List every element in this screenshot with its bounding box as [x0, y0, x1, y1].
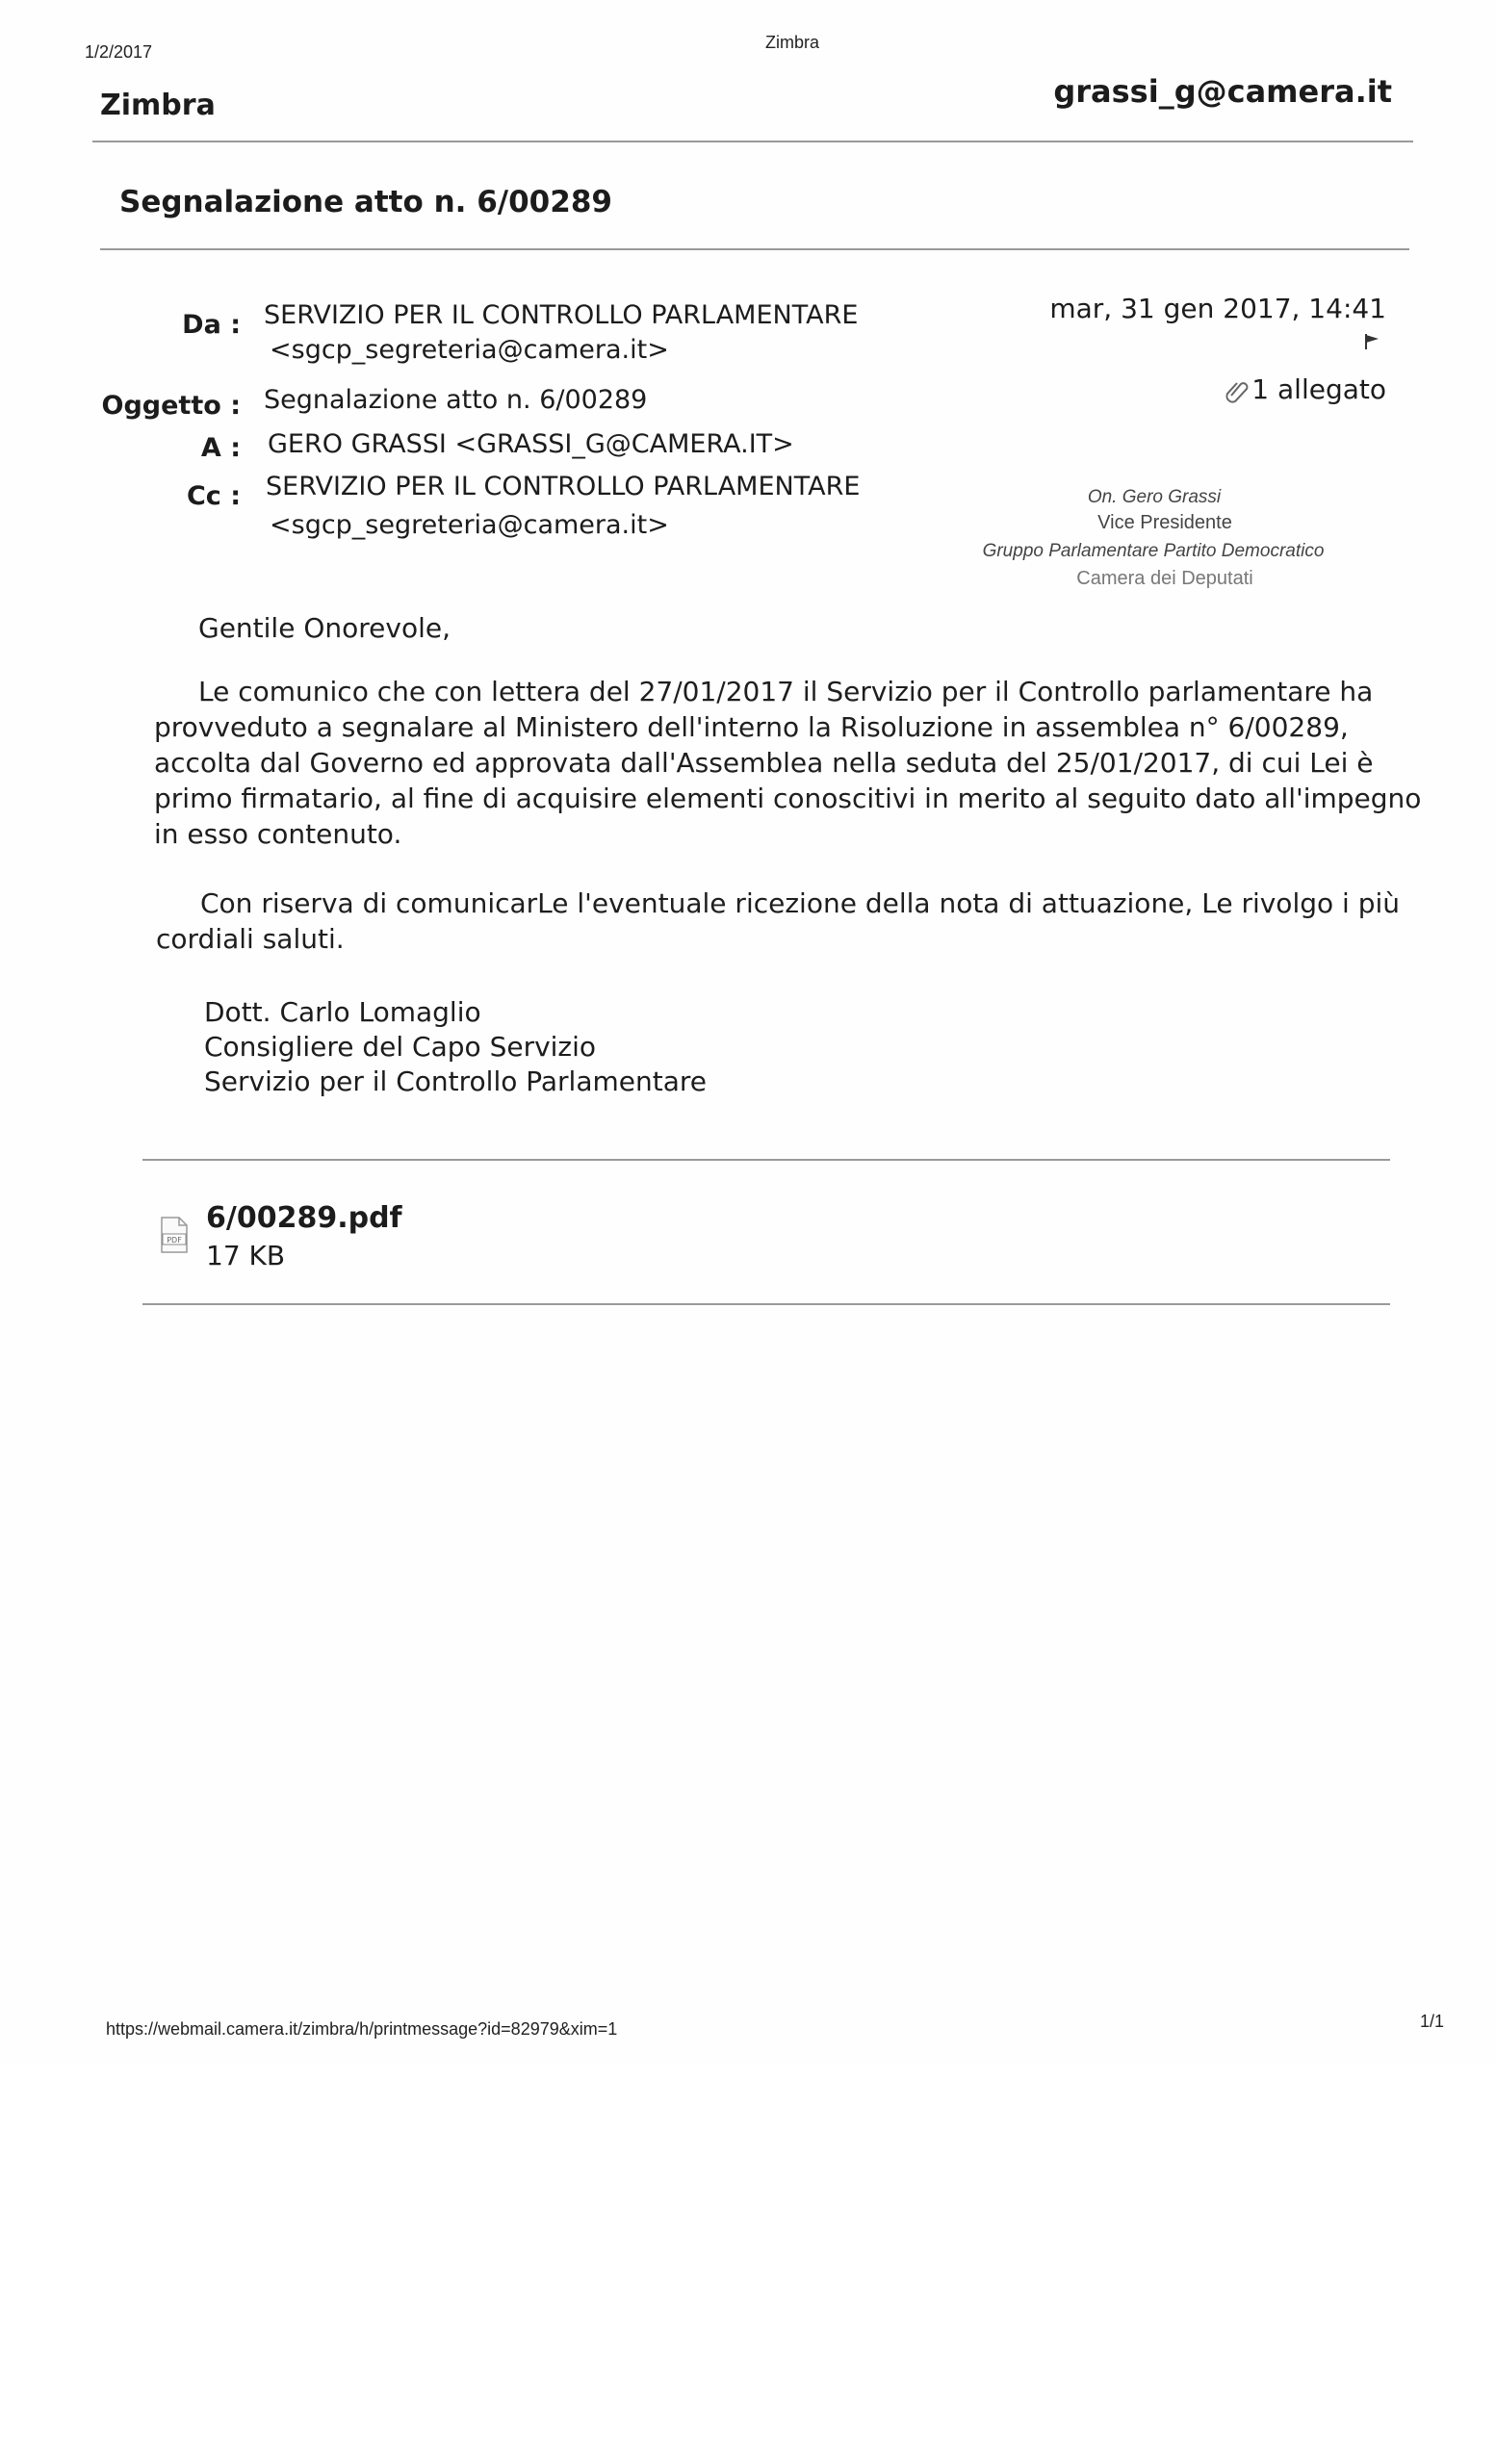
from-email: <sgcp_segreteria@camera.it> [270, 335, 669, 365]
subject-title: Segnalazione atto n. 6/00289 [119, 185, 612, 219]
stamp-group: Gruppo Parlamentare Partito Democratico [982, 541, 1325, 561]
to-value: GERO GRASSI <GRASSI_G@CAMERA.IT> [268, 429, 794, 459]
stamp-name: On. Gero Grassi [1087, 487, 1222, 507]
body-paragraph-2 [156, 886, 1400, 957]
print-title: Zimbra [765, 33, 820, 52]
from-name: SERVIZIO PER IL CONTROLLO PARLAMENTARE [264, 300, 859, 330]
attachment-count-row[interactable] [1223, 373, 1386, 405]
body-line: provveduto a segnalare al Ministero dell'interno la Risoluzione in assemblea n° 6/00289, [154, 711, 1349, 743]
signature-title: Consigliere del Capo Servizio [204, 1031, 597, 1063]
body-line: primo firmatario, al fine di acquisire elementi conoscitivi in merito al seguito dato all'impegno [154, 783, 1422, 814]
greeting: Gentile Onorevole, [198, 612, 451, 644]
attachment-filename[interactable]: 6/00289.pdf [206, 1201, 402, 1235]
subject-label: Oggetto : [101, 391, 241, 421]
cc-name: SERVIZIO PER IL CONTROLLO PARLAMENTARE [266, 472, 861, 501]
body-line: cordiali saluti. [156, 923, 345, 955]
header-divider [92, 141, 1413, 142]
print-date: 1/2/2017 [85, 42, 153, 62]
body-line: Le comunico che con lettera del 27/01/2017 il Servizio per il Controllo parlamentare ha [198, 676, 1374, 707]
flag-icon[interactable] [1363, 333, 1380, 354]
body-line: accolta dal Governo ed approvata dall'Assemblea nella seduta del 25/01/2017, di cui Lei è [154, 747, 1374, 779]
subject-divider [100, 248, 1409, 250]
signature-block [204, 995, 707, 1099]
app-name: Zimbra [100, 89, 216, 122]
print-page-number: 1/1 [1419, 2012, 1444, 2031]
signature-name: Dott. Carlo Lomaglio [204, 996, 481, 1028]
message-date: mar, 31 gen 2017, 14:41 [1049, 293, 1386, 324]
pdf-file-icon[interactable] [160, 1217, 189, 1257]
pdf-icon-label: PDF [167, 1236, 182, 1245]
paperclip-icon [1223, 376, 1251, 405]
stamp-chamber: Camera dei Deputati [1076, 568, 1253, 589]
from-label: Da : [182, 310, 241, 340]
attachment-count: 1 allegato [1251, 373, 1386, 405]
signature-office: Servizio per il Controllo Parlamentare [204, 1065, 708, 1097]
stamp-role: Vice Presidente [1097, 512, 1232, 533]
attachment-size: 17 KB [206, 1240, 286, 1271]
account-email: grassi_g@camera.it [1053, 73, 1392, 110]
body-line: Con riserva di comunicarLe l'eventuale ricezione della nota di attuazione, Le rivolgo i più [200, 887, 1400, 919]
cc-email: <sgcp_segreteria@camera.it> [270, 510, 669, 540]
body-paragraph-1 [154, 674, 1421, 852]
subject-value: Segnalazione atto n. 6/00289 [264, 385, 648, 415]
attachment-divider [142, 1303, 1390, 1305]
to-label: A : [200, 433, 241, 463]
cc-label: Cc : [186, 481, 241, 511]
print-url: https://webmail.camera.it/zimbra/h/printmessage?id=82979&xim=1 [106, 2019, 618, 2039]
body-line: in esso contenuto. [154, 818, 402, 850]
body-divider [142, 1159, 1390, 1161]
